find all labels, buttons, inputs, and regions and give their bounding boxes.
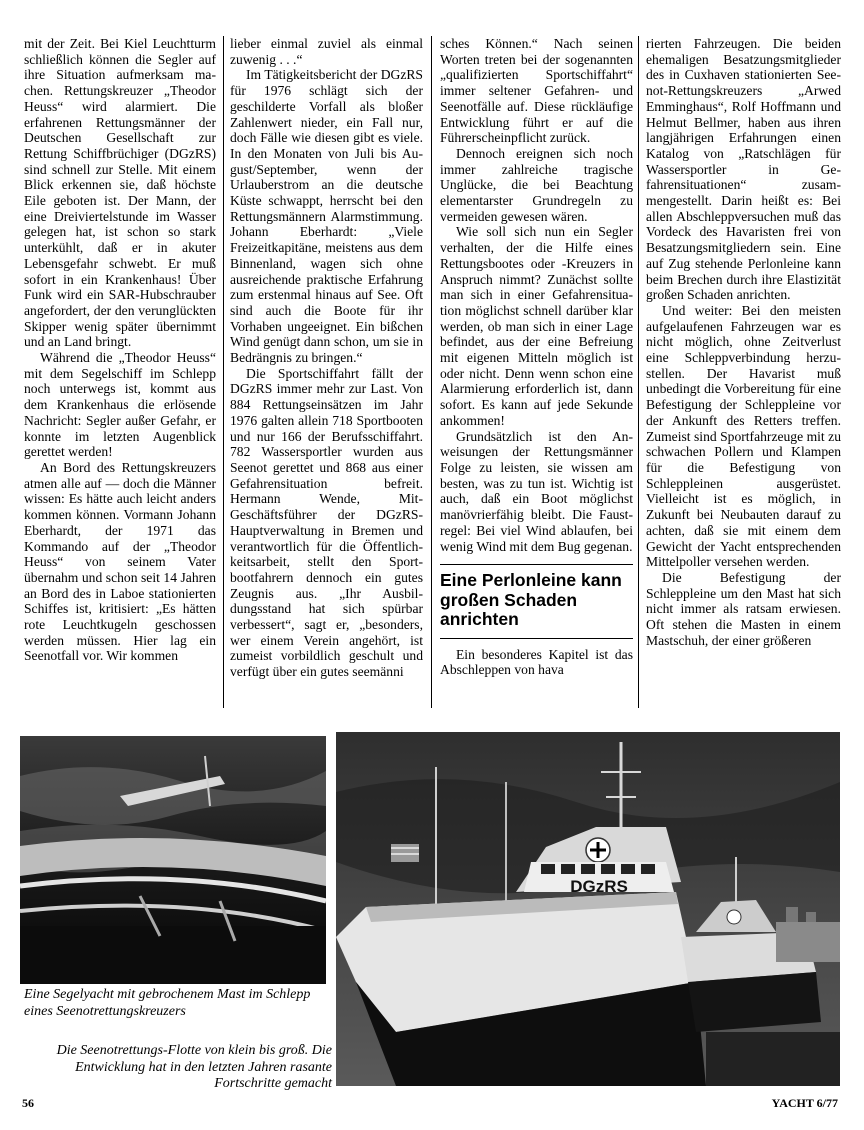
paragraph: Grundsätzlich ist den Anweisungen der Rettungsmänner Folge zu leisten, sie wissen am besten, was zu tun ist. Wichtig ist auch, daß ein Boot möglichst manövrierfähig bleibt. Die Faustregel: Bei viel Wind ablaufen, bei wenig Wind mit dem Bug gegenan.: [440, 428, 633, 554]
hull-marking: DGzRS: [570, 877, 628, 896]
article-column-3: [440, 36, 633, 710]
page-number: 56: [22, 1096, 34, 1110]
paragraph: Während die „Theodor Heuss“ mit dem Segelschiff im Schlepp noch unterwegs ist, kommt aus dem Krankenhaus die erlösende Nachricht: Segler außer Gefahr, er konnte im letzten Augenblick gerettet werden!: [24, 350, 216, 460]
article-column-1: [24, 36, 216, 706]
paragraph: rierten Fahrzeugen. Die beiden ehemaligen Besatzungsmitglieder des in Cuxhaven stationierten Seenot-Rettungskreuzers „Arwed Emminghaus“, Rolf Hoffmann und Helmut Bellmer, haben aus ihren langjährigen Erfahrungen einen Katalog von „Ratschlägen für Wassersportler in Gefahrensituationen“ zusammengestellt. Darin heißt es: Bei allen Abschleppversuchen muß das Vordeck des Havaristen frei von Besatzungsmitgliedern sein. Eine auf Zug stehende Perlonleine kann beim Brechen durch ihre Elastizität großen Schaden anrichten.: [646, 36, 841, 303]
photo-caption-fleet: Die Seenotrettungs-Flotte von klein bis groß. Die Entwicklung hat in den letzten Jahren rasante Fortschritte gemacht: [56, 1043, 332, 1091]
column-rule: [638, 36, 639, 708]
article-column-4: [646, 36, 841, 710]
issue-label: YACHT 6/77: [771, 1096, 838, 1110]
column-rule: [431, 36, 432, 708]
column-rule: [223, 36, 224, 708]
paragraph: mit der Zeit. Bei Kiel Leuchtturm schließlich können die Segler auf ihre Situation aufmerksam machen. Rettungskreuzer „Theodor Heuss“ wird alarmiert. Die erfahrenen Rettungsmänner der Deutschen Gesellschaft zur Rettung Schiffbrüchiger (DGzRS) sind schnell zur Stelle. Mit einem Blick erkennen sie, daß höchste Eile geboten ist. Der Mann, der eine Dreiviertelstunde im Wasser gelegen hat, ist schon so stark unterkühlt, daß er in akuter Lebensgefahr schwebt. Er muß sofort in ein Krankenhaus! Über Funk wird ein SAR-Hubschrauber angefordert, der den verunglückten Skipper wenig später übernimmt und an Land bringt.: [24, 36, 216, 350]
subheading-box: [440, 564, 633, 639]
paragraph: sches Können.“ Nach seinen Worten treten bei der sogenannten „qualifizierten Sportschiffahrt“ immer seltener Gefahren- und Seenotfälle auf. Diese rückläufige Entwicklung führt er auf die Führerscheinpflicht zurück.: [440, 36, 633, 146]
paragraph: Wie soll sich nun ein Segler verhalten, der die Hilfe eines Rettungsbootes oder -Kreuzers in Anspruch nimmt? Zunächst sollte man sich in einer Gefahrensituation möglichst schnell darüber klar werden, ob man sich in einer Lage befindet, aus der eine Befreiung mit eigenen Mitteln möglich ist oder nicht. Denn wenn schon eine Alarmierung erforderlich ist, dann sofort. Es kann auf jede Sekunde ankommen!: [440, 224, 633, 428]
paragraph: Die Sportschiffahrt fällt der DGzRS immer mehr zur Last. Von 884 Rettungseinsätzen im Jahr 1976 galten allein 718 Sportbooten und nur 166 der Berufsschiffahrt. 782 Wassersportler wurden aus Seenot gerettet und 868 aus einer Gefahrensituation befreit. Hermann Wende, Mit-Geschäftsführer der DGzRS-Hauptverwaltung in Bremen und verantwortlich für die Öffentlichkeitsarbeit, stellt den Sportbootfahrern dennoch ein gutes Zeugnis aus. „Ihr Ausbildungsstand hat sich spürbar verbessert“, sagt er, „besonders, wer einem Verein angehört, ist zumeist vorbildlich geschult und verfügt über ein gutes seemänni: [230, 365, 423, 680]
paragraph: Die Befestigung der Schleppleine um den Mast hat sich nicht immer als ratsam erwiesen. Oft stehen die Masten in einem Mastschuh, der einer größeren: [646, 569, 841, 648]
article-column-2: [230, 36, 423, 710]
photo-caption-yacht: Eine Segelyacht mit gebrochenem Mast im Schlepp eines Seenotrettungskreuzers: [22, 985, 324, 1022]
subheading: Eine Perlonleine kann großen Schaden anrichten: [440, 570, 622, 630]
photo-rescue-fleet: [336, 732, 840, 1086]
paragraph: Dennoch ereignen sich noch immer zahlreiche tragische Unglücke, die bei Beachtung elementarster Grundregeln zu vermeiden gewesen wären.: [440, 145, 633, 224]
paragraph: Ein besonderes Kapitel ist das Abschleppen von hava: [440, 646, 633, 678]
photo-yacht-in-tow: [20, 736, 326, 984]
paragraph: Im Tätigkeitsbericht der DGzRS für 1976 schlägt sich der geschilderte Vorfall als bloßer Zahlenwert nieder, ein Fall nur, doch Fälle wie diesen gibt es viele. In den Monaten von Juli bis August/September, wenn der Urlauberstrom an die deutsche Küste schwappt, herrscht bei den Rettungsmännern Alarmstimmung. Johann Eberhardt: „Viele Freizeitkapitäne, meistens aus dem Binnenland, wagen sich ohne ausreichende praktische Erfahrung zum erstenmal hinaus auf See. Oft sind auch die Boote für ihr Vorhaben ungeeignet. Ein bißchen Wind genügt dann schon, um sie in Bedrängnis zu bringen.“: [230, 67, 423, 366]
yacht-photo-illustration: [20, 736, 326, 984]
paragraph: lieber einmal zuviel als einmal zuwenig . . .“: [230, 36, 423, 67]
paragraph: Und weiter: Bei den meisten aufgelaufenen Fahrzeugen war es nicht möglich, ohne Zeitverlust eine Schleppverbindung herzustellen. Der Havarist muß unbedingt die Vorbereitung für eine Befestigung der Schleppleine vor der Ankunft des Retters treffen. Zumeist sind Sportfahrzeuge mit zu schwachen Pollern und Klampen für die Befestigung von Schleppleinen ausgerüstet. Vielleicht ist es möglich, in Zukunft bei Neubauten darauf zu achten, daß sie mit einem dem Gewicht der Yacht entsprechenden Mittelpoller versehen werden.: [646, 302, 841, 570]
rescue-fleet-photo-illustration: [336, 732, 840, 1086]
paragraph: An Bord des Rettungskreuzers atmen alle auf — doch die Männer wissen: Es hätte auch leicht anders kommen können. Vormann Johann Eberhardt, der 1971 das Kommando auf der „Theodor Heuss“ von seinem Vater übernahm und schon seit 14 Jahren an Bord des in Laboe stationierten Schiffes ist, kritisiert: „Es hätten rote Leuchtkugeln geschossen werden müssen. Hier lag ein Seenotfall vor. Wir kommen: [24, 459, 216, 664]
